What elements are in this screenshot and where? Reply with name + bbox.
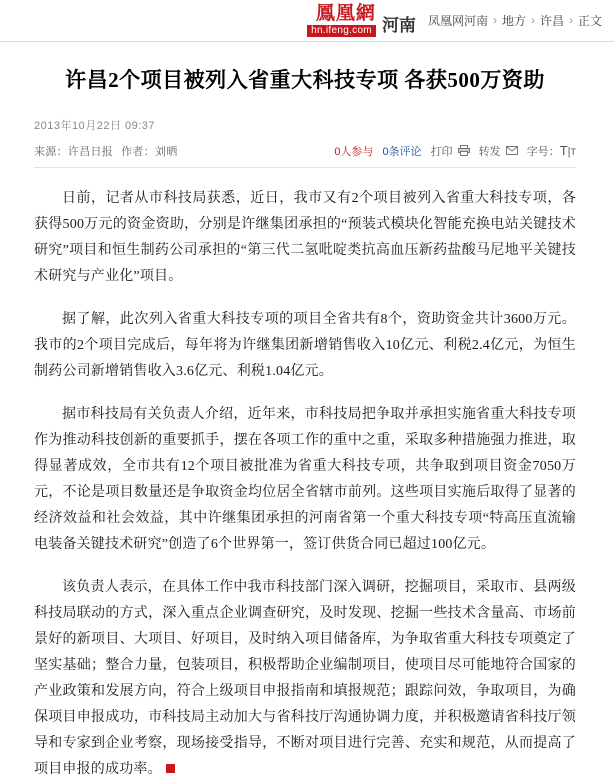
forward-label: 转发 — [478, 146, 501, 159]
font-size-label: 字号： — [526, 146, 560, 159]
source-value: 许昌日报 — [67, 146, 114, 159]
article-body — [34, 186, 576, 783]
page-title: 许昌2个项目被列入省重大科技专项 各获500万资助 — [65, 68, 545, 92]
forward-action[interactable] — [479, 143, 518, 159]
printer-icon — [458, 145, 470, 156]
source-label: 来源： — [34, 146, 68, 159]
font-size-large[interactable]: T — [559, 143, 568, 159]
end-of-article-mark — [166, 764, 175, 773]
participants-link[interactable]: 0人参与 — [334, 146, 374, 159]
font-size-separator: | — [567, 146, 571, 159]
print-label: 打印 — [430, 146, 453, 159]
breadcrumb-item-1[interactable]: 地方 — [501, 13, 526, 28]
article-actions — [334, 143, 576, 159]
author-label: 作者： — [121, 146, 156, 159]
logo-region-label: 河南 — [381, 16, 416, 35]
article-paragraph-last — [34, 575, 576, 783]
article-container — [0, 66, 614, 783]
article-meta-row — [34, 143, 576, 168]
logo-url: hn.ifeng.com — [307, 25, 376, 37]
article-paragraph: 据了解，此次列入省重大科技专项的项目全省共有8个，资助资金共计3600万元。我市的2个项目完成后，每年将为许继集团新增销售收入10亿元、利税2.4亿元，为恒生制药公司新增销售收入3.6亿元、利税1.04亿元。 — [34, 312, 576, 380]
article-paragraph: 日前，记者从市科技局获悉，近日，我市又有2个项目被列入省重大科技专项，各获得500万元的资金资助，分别是许继集团承担的“预装式模块化智能充换电站关键技术研究”项目和恒生制药公司承担的“第三代二氢吡啶类抗高血压新药盐酸马尼地平关键技术研究与产业化”项目。 — [34, 191, 576, 285]
font-size-small[interactable]: T — [570, 147, 576, 158]
breadcrumb — [428, 12, 602, 30]
article-paragraph: 据市科技局有关负责人介绍，近年来，市科技局把争取并承担实施省重大科技专项作为推动科技创新的重要抓手，摆在各项工作的重中之重，采取多种措施强力推进，取得显著成效，全市共有12个项目被批准为省重大科技专项，共争取到项目资金7050万元，不论是项目数量还是争取资金均位居全省辖市前列。这些项目实施后取得了显著的经济效益和社会效益，其中许继集团承担的河南省第一个重大科技专项“特高压直流输电装备关键技术研究”创造了6个世界第一，签订供货合同已超过100亿元。 — [34, 407, 576, 553]
site-header — [0, 0, 614, 42]
article-source-author — [34, 143, 334, 159]
breadcrumb-separator: › — [568, 13, 573, 27]
author-value: 刘晒 — [155, 146, 178, 159]
comments-link[interactable]: 0条评论 — [382, 146, 422, 159]
logo-block — [307, 4, 376, 37]
print-action[interactable] — [431, 143, 470, 159]
mail-icon — [506, 145, 518, 156]
breadcrumb-item-3[interactable]: 正文 — [577, 13, 602, 28]
site-logo[interactable] — [307, 4, 416, 37]
logo-text-cn: 鳳凰網 — [315, 3, 376, 24]
breadcrumb-separator: › — [492, 13, 497, 27]
breadcrumb-separator: › — [530, 13, 535, 27]
article-paragraph-text: 该负责人表示，在具体工作中我市科技部门深入调研，挖掘项目，采取市、县两级科技局联动的方式，深入重点企业调查研究，及时发现、挖掘一些技术含量高、市场前景好的新项目、大项目、好项目，及时纳入项目储备库，为争取省重大科技专项奠定了坚实基础；整合力量，包装项目，积极帮助企业编制项目，使项目尽可能地符合国家的产业政策和发展方向，符合上级项目申报指南和填报规范；跟踪问效，争取项目，为确保项目申报成功，市科技局主动加大与省科技厅沟通协调力度，并积极邀请省科技厅领导和专家到企业考察，现场接受指导，不断对项目进行完善、充实和规范，从而提高了项目申报的成功率。 — [34, 580, 576, 778]
breadcrumb-item-2[interactable]: 许昌 — [539, 13, 564, 28]
font-size-control[interactable] — [527, 143, 576, 159]
publish-datetime: 2013年10月22日 09:37 — [34, 120, 156, 133]
breadcrumb-item-0[interactable]: 凤凰网河南 — [427, 13, 488, 28]
